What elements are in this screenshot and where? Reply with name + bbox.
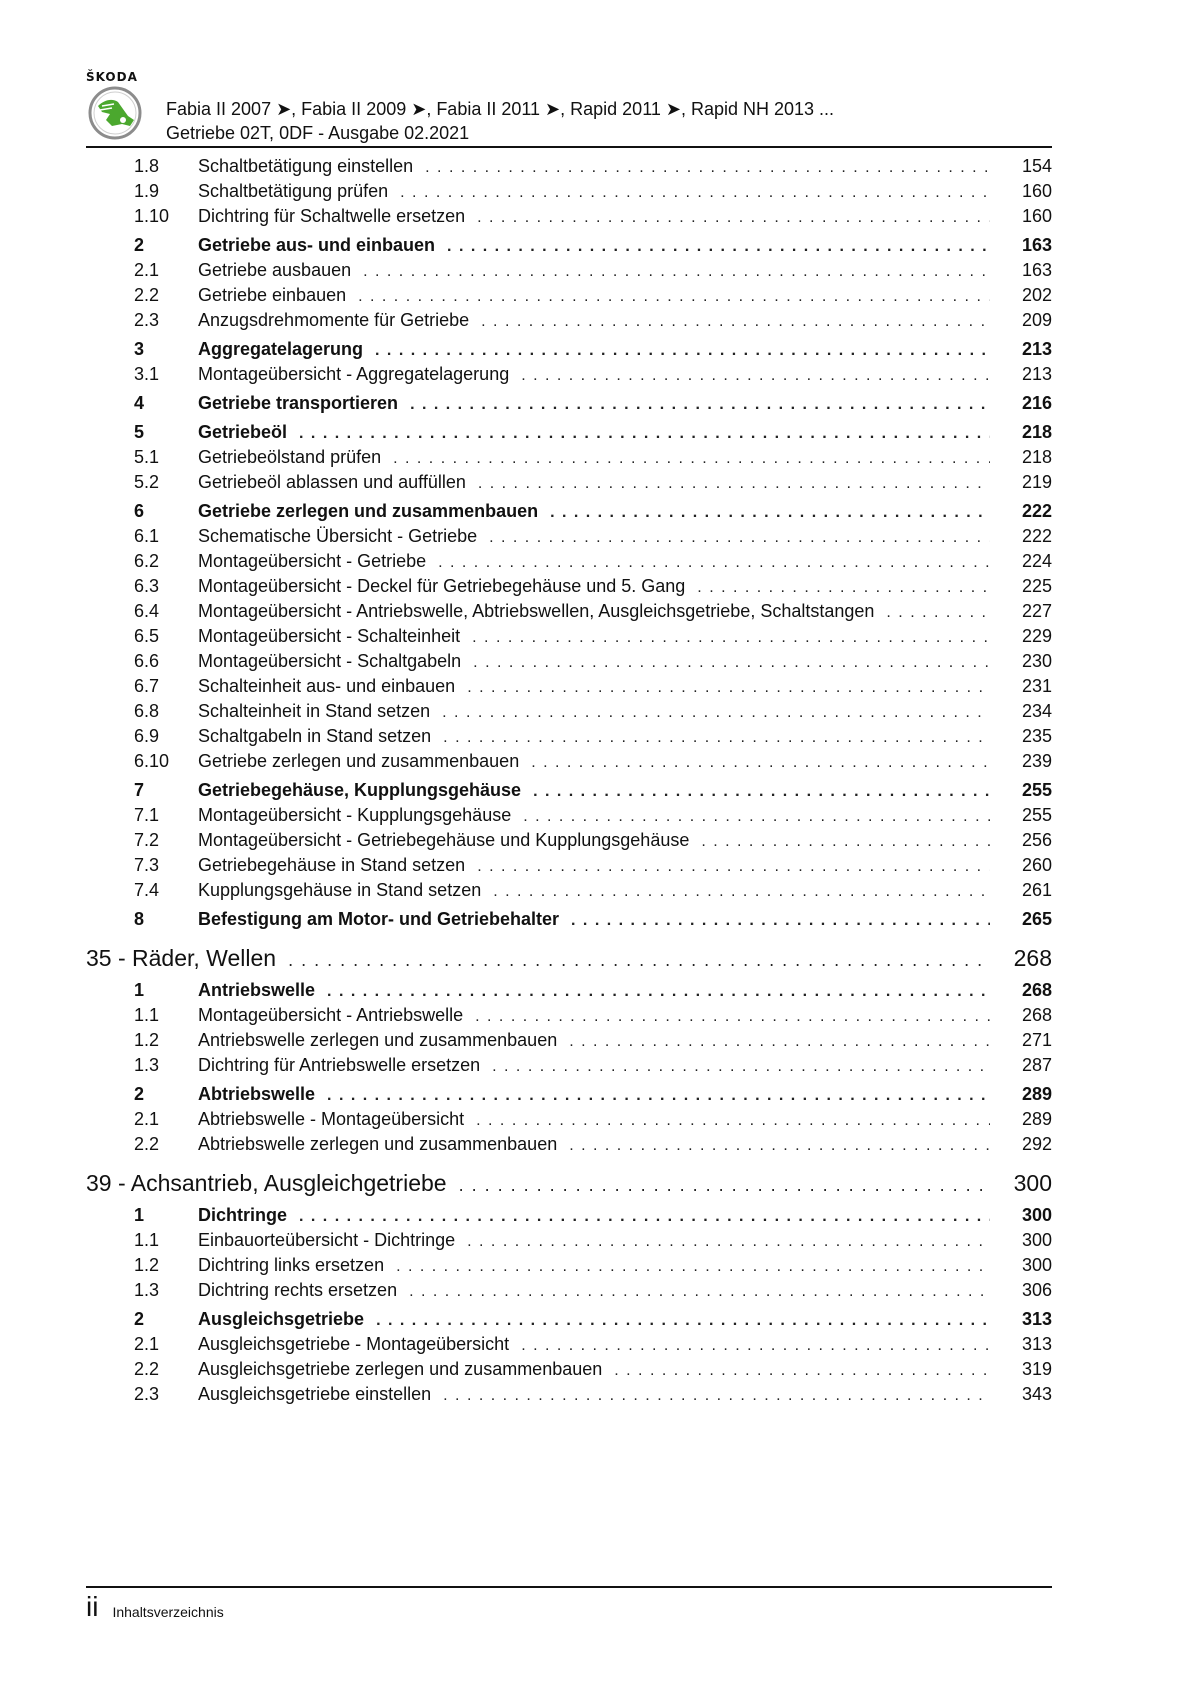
toc-entry-number: 2.1 (134, 260, 160, 280)
toc-section-entry[interactable] (86, 1203, 1052, 1228)
toc-entry-page: 313 (1021, 1309, 1052, 1329)
page-footer (86, 1592, 224, 1622)
dot-leader (358, 284, 990, 309)
toc-entry-number: 6.1 (134, 526, 160, 546)
toc-entry-title: Schalteinheit aus- und einbauen (198, 676, 456, 696)
toc-entry-page: 219 (1021, 472, 1052, 492)
toc-entry-number: 2 (134, 235, 145, 255)
dot-leader (477, 205, 990, 230)
toc-entry-page: 160 (1021, 181, 1052, 201)
toc-entry[interactable] (86, 699, 1052, 724)
toc-entry-number: 1.10 (134, 206, 170, 226)
toc-entry-title: Schematische Übersicht - Getriebe (198, 526, 478, 546)
toc-entry-title: Schaltbetätigung einstellen (198, 156, 414, 176)
toc-entry[interactable] (86, 1132, 1052, 1157)
toc-entry-number: 2.1 (134, 1109, 160, 1129)
dot-leader (493, 879, 990, 904)
page-number: ii (86, 1591, 99, 1622)
toc-section-entry[interactable] (86, 1307, 1052, 1332)
toc-entry-page: 319 (1021, 1359, 1052, 1379)
document-title (166, 98, 834, 144)
toc-entry[interactable] (86, 445, 1052, 470)
toc-entry-number: 6.3 (134, 576, 160, 596)
toc-entry-page: 287 (1021, 1055, 1052, 1075)
toc-entry-title: Getriebeöl (198, 422, 288, 442)
dot-leader (614, 1358, 990, 1383)
toc-entry-title: Getriebeölstand prüfen (198, 447, 382, 467)
toc-entry-number: 1 (134, 1205, 145, 1225)
dot-leader (327, 979, 990, 1004)
toc-entry-page: 306 (1021, 1280, 1052, 1300)
toc-entry[interactable] (86, 1028, 1052, 1053)
toc-entry[interactable] (86, 1253, 1052, 1278)
toc-entry[interactable] (86, 1228, 1052, 1253)
toc-entry-title: Dichtring links ersetzen (198, 1255, 385, 1275)
toc-entry-page: 234 (1021, 701, 1052, 721)
toc-entry-number: 4 (134, 393, 145, 413)
toc-entry-page: 231 (1021, 676, 1052, 696)
toc-entry[interactable] (86, 574, 1052, 599)
toc-entry[interactable] (86, 649, 1052, 674)
dot-leader (550, 500, 990, 525)
toc-entry[interactable] (86, 179, 1052, 204)
toc-entry[interactable] (86, 878, 1052, 903)
toc-entry-page: 300 (1021, 1255, 1052, 1275)
dot-leader (521, 363, 990, 388)
toc-entry-page: 255 (1021, 805, 1052, 825)
dot-leader (443, 1383, 990, 1408)
skoda-logo-icon (88, 86, 142, 140)
toc-entry-page: 218 (1021, 447, 1052, 467)
dot-leader (476, 1108, 990, 1133)
toc-entry-page: 261 (1021, 880, 1052, 900)
toc-section-entry[interactable] (86, 233, 1052, 258)
toc-entry[interactable] (86, 724, 1052, 749)
toc-entry[interactable] (86, 470, 1052, 495)
toc-entry-title: Getriebe zerlegen und zusammenbauen (198, 751, 520, 771)
dot-leader (523, 804, 990, 829)
toc-entry-number: 7.3 (134, 855, 160, 875)
dot-leader (569, 1133, 990, 1158)
toc-entry[interactable] (86, 1382, 1052, 1407)
toc-entry-title: Getriebegehäuse, Kupplungsgehäuse (198, 780, 522, 800)
toc-entry-title: Ausgleichsgetriebe einstellen (198, 1384, 432, 1404)
toc-entry-page: 313 (1021, 1334, 1052, 1354)
toc-entry-number: 3 (134, 339, 145, 359)
toc-entry-number: 1.9 (134, 181, 160, 201)
toc-entry-title: Getriebegehäuse in Stand setzen (198, 855, 466, 875)
toc-entry-number: 2.1 (134, 1334, 160, 1354)
toc-entry-number: 8 (134, 909, 145, 929)
toc-entry-title: Schaltgabeln in Stand setzen (198, 726, 432, 746)
toc-entry-number: 1.2 (134, 1255, 160, 1275)
table-of-contents (86, 154, 1052, 1407)
toc-entry-number: 6.2 (134, 551, 160, 571)
dot-leader (467, 1229, 990, 1254)
toc-entry[interactable] (86, 1053, 1052, 1078)
dot-leader (467, 675, 990, 700)
toc-entry-number: 6.4 (134, 601, 160, 621)
toc-entry-title: Ausgleichsgetriebe (198, 1309, 365, 1329)
toc-entry-number: 6.7 (134, 676, 160, 696)
toc-entry-title: Getriebe aus- und einbauen (198, 235, 436, 255)
dot-leader (288, 944, 990, 976)
toc-entry-title: Getriebe ausbauen (198, 260, 352, 280)
toc-entry-page: 216 (1021, 393, 1052, 413)
toc-entry-title: Dichtringe (198, 1205, 288, 1225)
toc-entry-title: Montageübersicht - Schalteinheit (198, 626, 461, 646)
toc-entry-title: Montageübersicht - Kupplungsgehäuse (198, 805, 512, 825)
toc-entry[interactable] (86, 1332, 1052, 1357)
dot-leader (393, 446, 990, 471)
toc-entry-page: 218 (1021, 422, 1052, 442)
dot-leader (425, 155, 990, 180)
toc-entry-title: Montageübersicht - Antriebswelle, Abtriebswellen, Ausgleichsgetriebe, Schaltstangen (198, 601, 875, 621)
toc-entry-title: Getriebeöl ablassen und auffüllen (198, 472, 466, 492)
toc-entry-page: 300 (1021, 1230, 1052, 1250)
dot-leader (396, 1254, 990, 1279)
toc-entry[interactable] (86, 674, 1052, 699)
toc-entry-page: 239 (1021, 751, 1052, 771)
toc-entry-number: 5.2 (134, 472, 160, 492)
dot-leader (438, 550, 990, 575)
dot-leader (327, 1083, 990, 1108)
toc-entry-number: 7.2 (134, 830, 160, 850)
toc-entry-title: Montageübersicht - Schaltgabeln (198, 651, 462, 671)
toc-entry-page: 268 (1021, 980, 1052, 1000)
toc-entry-page: 265 (1021, 909, 1052, 929)
toc-entry-title: Dichtring für Schaltwelle ersetzen (198, 206, 466, 226)
toc-entry-page: 255 (1021, 780, 1052, 800)
toc-entry[interactable] (86, 749, 1052, 774)
dot-leader (447, 234, 990, 259)
toc-entry[interactable] (86, 258, 1052, 283)
toc-entry[interactable] (86, 524, 1052, 549)
toc-entry-title: Montageübersicht - Deckel für Getriebegehäuse und 5. Gang (198, 576, 686, 596)
dot-leader (697, 575, 990, 600)
toc-entry-page: 213 (1021, 364, 1052, 384)
dot-leader (478, 471, 990, 496)
document-title-line2: Getriebe 02T, 0DF - Ausgabe 02.2021 (166, 123, 470, 143)
toc-entry-page: 229 (1021, 626, 1052, 646)
toc-entry-number: 5.1 (134, 447, 160, 467)
dot-leader (443, 725, 990, 750)
toc-entry-title: Einbauorteübersicht - Dichtringe (198, 1230, 456, 1250)
toc-entry-page: 163 (1021, 235, 1052, 255)
toc-entry-title: Anzugsdrehmomente für Getriebe (198, 310, 470, 330)
toc-entry-page: 256 (1021, 830, 1052, 850)
dot-leader (375, 338, 990, 363)
toc-entry[interactable] (86, 549, 1052, 574)
toc-entry-page: 222 (1021, 501, 1052, 521)
toc-entry-title: Dichtring für Antriebswelle ersetzen (198, 1055, 481, 1075)
toc-entry-number: 6.8 (134, 701, 160, 721)
toc-entry-number: 6.9 (134, 726, 160, 746)
toc-entry-page: 289 (1021, 1109, 1052, 1129)
toc-entry-number: 2.3 (134, 1384, 160, 1404)
toc-section-entry[interactable] (86, 907, 1052, 932)
dot-leader (477, 854, 990, 879)
toc-entry-page: 235 (1021, 726, 1052, 746)
toc-entry-page: 213 (1021, 339, 1052, 359)
toc-entry-title: Montageübersicht - Antriebswelle (198, 1005, 464, 1025)
toc-entry-page: 343 (1021, 1384, 1052, 1404)
toc-entry-title: Aggregatelagerung (198, 339, 364, 359)
dot-leader (376, 1308, 990, 1333)
dot-leader (400, 180, 990, 205)
toc-chapter-entry[interactable] (86, 1167, 1052, 1199)
toc-section-entry[interactable] (86, 499, 1052, 524)
toc-entry-title: Montageübersicht - Getriebe (198, 551, 427, 571)
toc-entry[interactable] (86, 1357, 1052, 1382)
toc-entry-number: 6 (134, 501, 145, 521)
toc-entry-title: Getriebe zerlegen und zusammenbauen (198, 501, 539, 521)
dot-leader (571, 908, 990, 933)
toc-entry-title: Schalteinheit in Stand setzen (198, 701, 431, 721)
toc-entry-number: 7.4 (134, 880, 160, 900)
toc-entry-number: 5 (134, 422, 145, 442)
toc-entry-title: Abtriebswelle (198, 1084, 316, 1104)
toc-section-entry[interactable] (86, 420, 1052, 445)
toc-entry-title: Montageübersicht - Getriebegehäuse und Kupplungsgehäuse (198, 830, 690, 850)
toc-entry-title: Getriebe transportieren (198, 393, 399, 413)
dot-leader (886, 600, 990, 625)
toc-entry-page: 271 (1021, 1030, 1052, 1050)
toc-entry[interactable] (86, 853, 1052, 878)
toc-entry-number: 2.2 (134, 1134, 160, 1154)
toc-entry-number: 2.3 (134, 310, 160, 330)
dot-leader (473, 650, 990, 675)
toc-entry-number: 2 (134, 1084, 145, 1104)
toc-entry[interactable] (86, 308, 1052, 333)
dot-leader (410, 392, 990, 417)
dot-leader (475, 1004, 990, 1029)
toc-entry-page: 292 (1021, 1134, 1052, 1154)
toc-entry-title: 39 - Achsantrieb, Ausgleichgetriebe (86, 1170, 447, 1196)
toc-entry-page: 225 (1021, 576, 1052, 596)
toc-entry-title: Montageübersicht - Aggregatelagerung (198, 364, 510, 384)
toc-entry[interactable] (86, 624, 1052, 649)
toc-entry-number: 2.2 (134, 1359, 160, 1379)
toc-entry-number: 1.1 (134, 1005, 160, 1025)
dot-leader (459, 1169, 990, 1201)
toc-entry-number: 7 (134, 780, 145, 800)
toc-entry-title: 35 - Räder, Wellen (86, 945, 277, 971)
toc-entry[interactable] (86, 803, 1052, 828)
toc-entry-number: 1.3 (134, 1055, 160, 1075)
toc-entry-title: Abtriebswelle - Montageübersicht (198, 1109, 465, 1129)
dot-leader (492, 1054, 990, 1079)
toc-entry-page: 230 (1021, 651, 1052, 671)
toc-entry-title: Ausgleichsgetriebe zerlegen und zusammenbauen (198, 1359, 603, 1379)
toc-entry[interactable] (86, 1003, 1052, 1028)
document-title-line1: Fabia II 2007 ➤, Fabia II 2009 ➤, Fabia II 2011 ➤, Rapid 2011 ➤, Rapid NH 2013 ... (166, 99, 835, 119)
dot-leader (481, 309, 990, 334)
toc-entry-title: Schaltbetätigung prüfen (198, 181, 389, 201)
toc-entry-page: 209 (1021, 310, 1052, 330)
toc-entry[interactable] (86, 828, 1052, 853)
toc-section-entry[interactable] (86, 391, 1052, 416)
toc-section-entry[interactable] (86, 337, 1052, 362)
toc-entry-number: 7.1 (134, 805, 160, 825)
toc-entry-page: 202 (1021, 285, 1052, 305)
dot-leader (569, 1029, 990, 1054)
toc-entry-title: Antriebswelle zerlegen und zusammenbauen (198, 1030, 558, 1050)
dot-leader (363, 259, 990, 284)
toc-entry-number: 2 (134, 1309, 145, 1329)
toc-entry-number: 1.2 (134, 1030, 160, 1050)
page-header (86, 70, 1052, 148)
toc-entry-page: 227 (1021, 601, 1052, 621)
toc-entry-page: 268 (1013, 945, 1052, 971)
toc-entry-page: 300 (1021, 1205, 1052, 1225)
brand-wordmark: ŠKODA (86, 70, 138, 84)
toc-entry-title: Dichtring rechts ersetzen (198, 1280, 398, 1300)
toc-entry[interactable] (86, 204, 1052, 229)
dot-leader (472, 625, 990, 650)
dot-leader (701, 829, 990, 854)
toc-entry[interactable] (86, 154, 1052, 179)
footer-divider (86, 1586, 1052, 1588)
toc-entry-title: Befestigung am Motor- und Getriebehalter (198, 909, 560, 929)
toc-entry-page: 300 (1013, 1170, 1052, 1196)
dot-leader (533, 779, 990, 804)
toc-entry-number: 1.8 (134, 156, 160, 176)
toc-entry-title: Antriebswelle (198, 980, 316, 1000)
toc-entry[interactable] (86, 1107, 1052, 1132)
toc-entry[interactable] (86, 362, 1052, 387)
dot-leader (409, 1279, 990, 1304)
toc-section-entry[interactable] (86, 978, 1052, 1003)
dot-leader (299, 1204, 990, 1229)
toc-entry-page: 160 (1021, 206, 1052, 226)
dot-leader (442, 700, 990, 725)
toc-entry-number: 1 (134, 980, 145, 1000)
toc-section-entry[interactable] (86, 778, 1052, 803)
toc-entry-number: 1.3 (134, 1280, 160, 1300)
toc-entry-page: 163 (1021, 260, 1052, 280)
header-divider (86, 146, 1052, 148)
toc-section-entry[interactable] (86, 1082, 1052, 1107)
dot-leader (531, 750, 990, 775)
toc-entry-number: 2.2 (134, 285, 160, 305)
footer-label: Inhaltsverzeichnis (112, 1604, 224, 1620)
toc-entry[interactable] (86, 599, 1052, 624)
dot-leader (299, 421, 990, 446)
toc-entry-number: 6.6 (134, 651, 160, 671)
toc-entry-title: Kupplungsgehäuse in Stand setzen (198, 880, 482, 900)
toc-entry-number: 6.5 (134, 626, 160, 646)
toc-entry-page: 224 (1021, 551, 1052, 571)
dot-leader (521, 1333, 990, 1358)
toc-entry-number: 3.1 (134, 364, 160, 384)
toc-entry-number: 6.10 (134, 751, 170, 771)
toc-entry-page: 289 (1021, 1084, 1052, 1104)
toc-entry[interactable] (86, 1278, 1052, 1303)
toc-entry-number: 1.1 (134, 1230, 160, 1250)
toc-entry-title: Ausgleichsgetriebe - Montageübersicht (198, 1334, 510, 1354)
toc-entry-title: Abtriebswelle zerlegen und zusammenbauen (198, 1134, 558, 1154)
toc-entry-page: 222 (1021, 526, 1052, 546)
toc-entry-page: 154 (1021, 156, 1052, 176)
toc-entry-title: Getriebe einbauen (198, 285, 347, 305)
toc-entry[interactable] (86, 283, 1052, 308)
dot-leader (489, 525, 990, 550)
toc-entry-page: 268 (1021, 1005, 1052, 1025)
toc-chapter-entry[interactable] (86, 942, 1052, 974)
toc-entry-page: 260 (1021, 855, 1052, 875)
